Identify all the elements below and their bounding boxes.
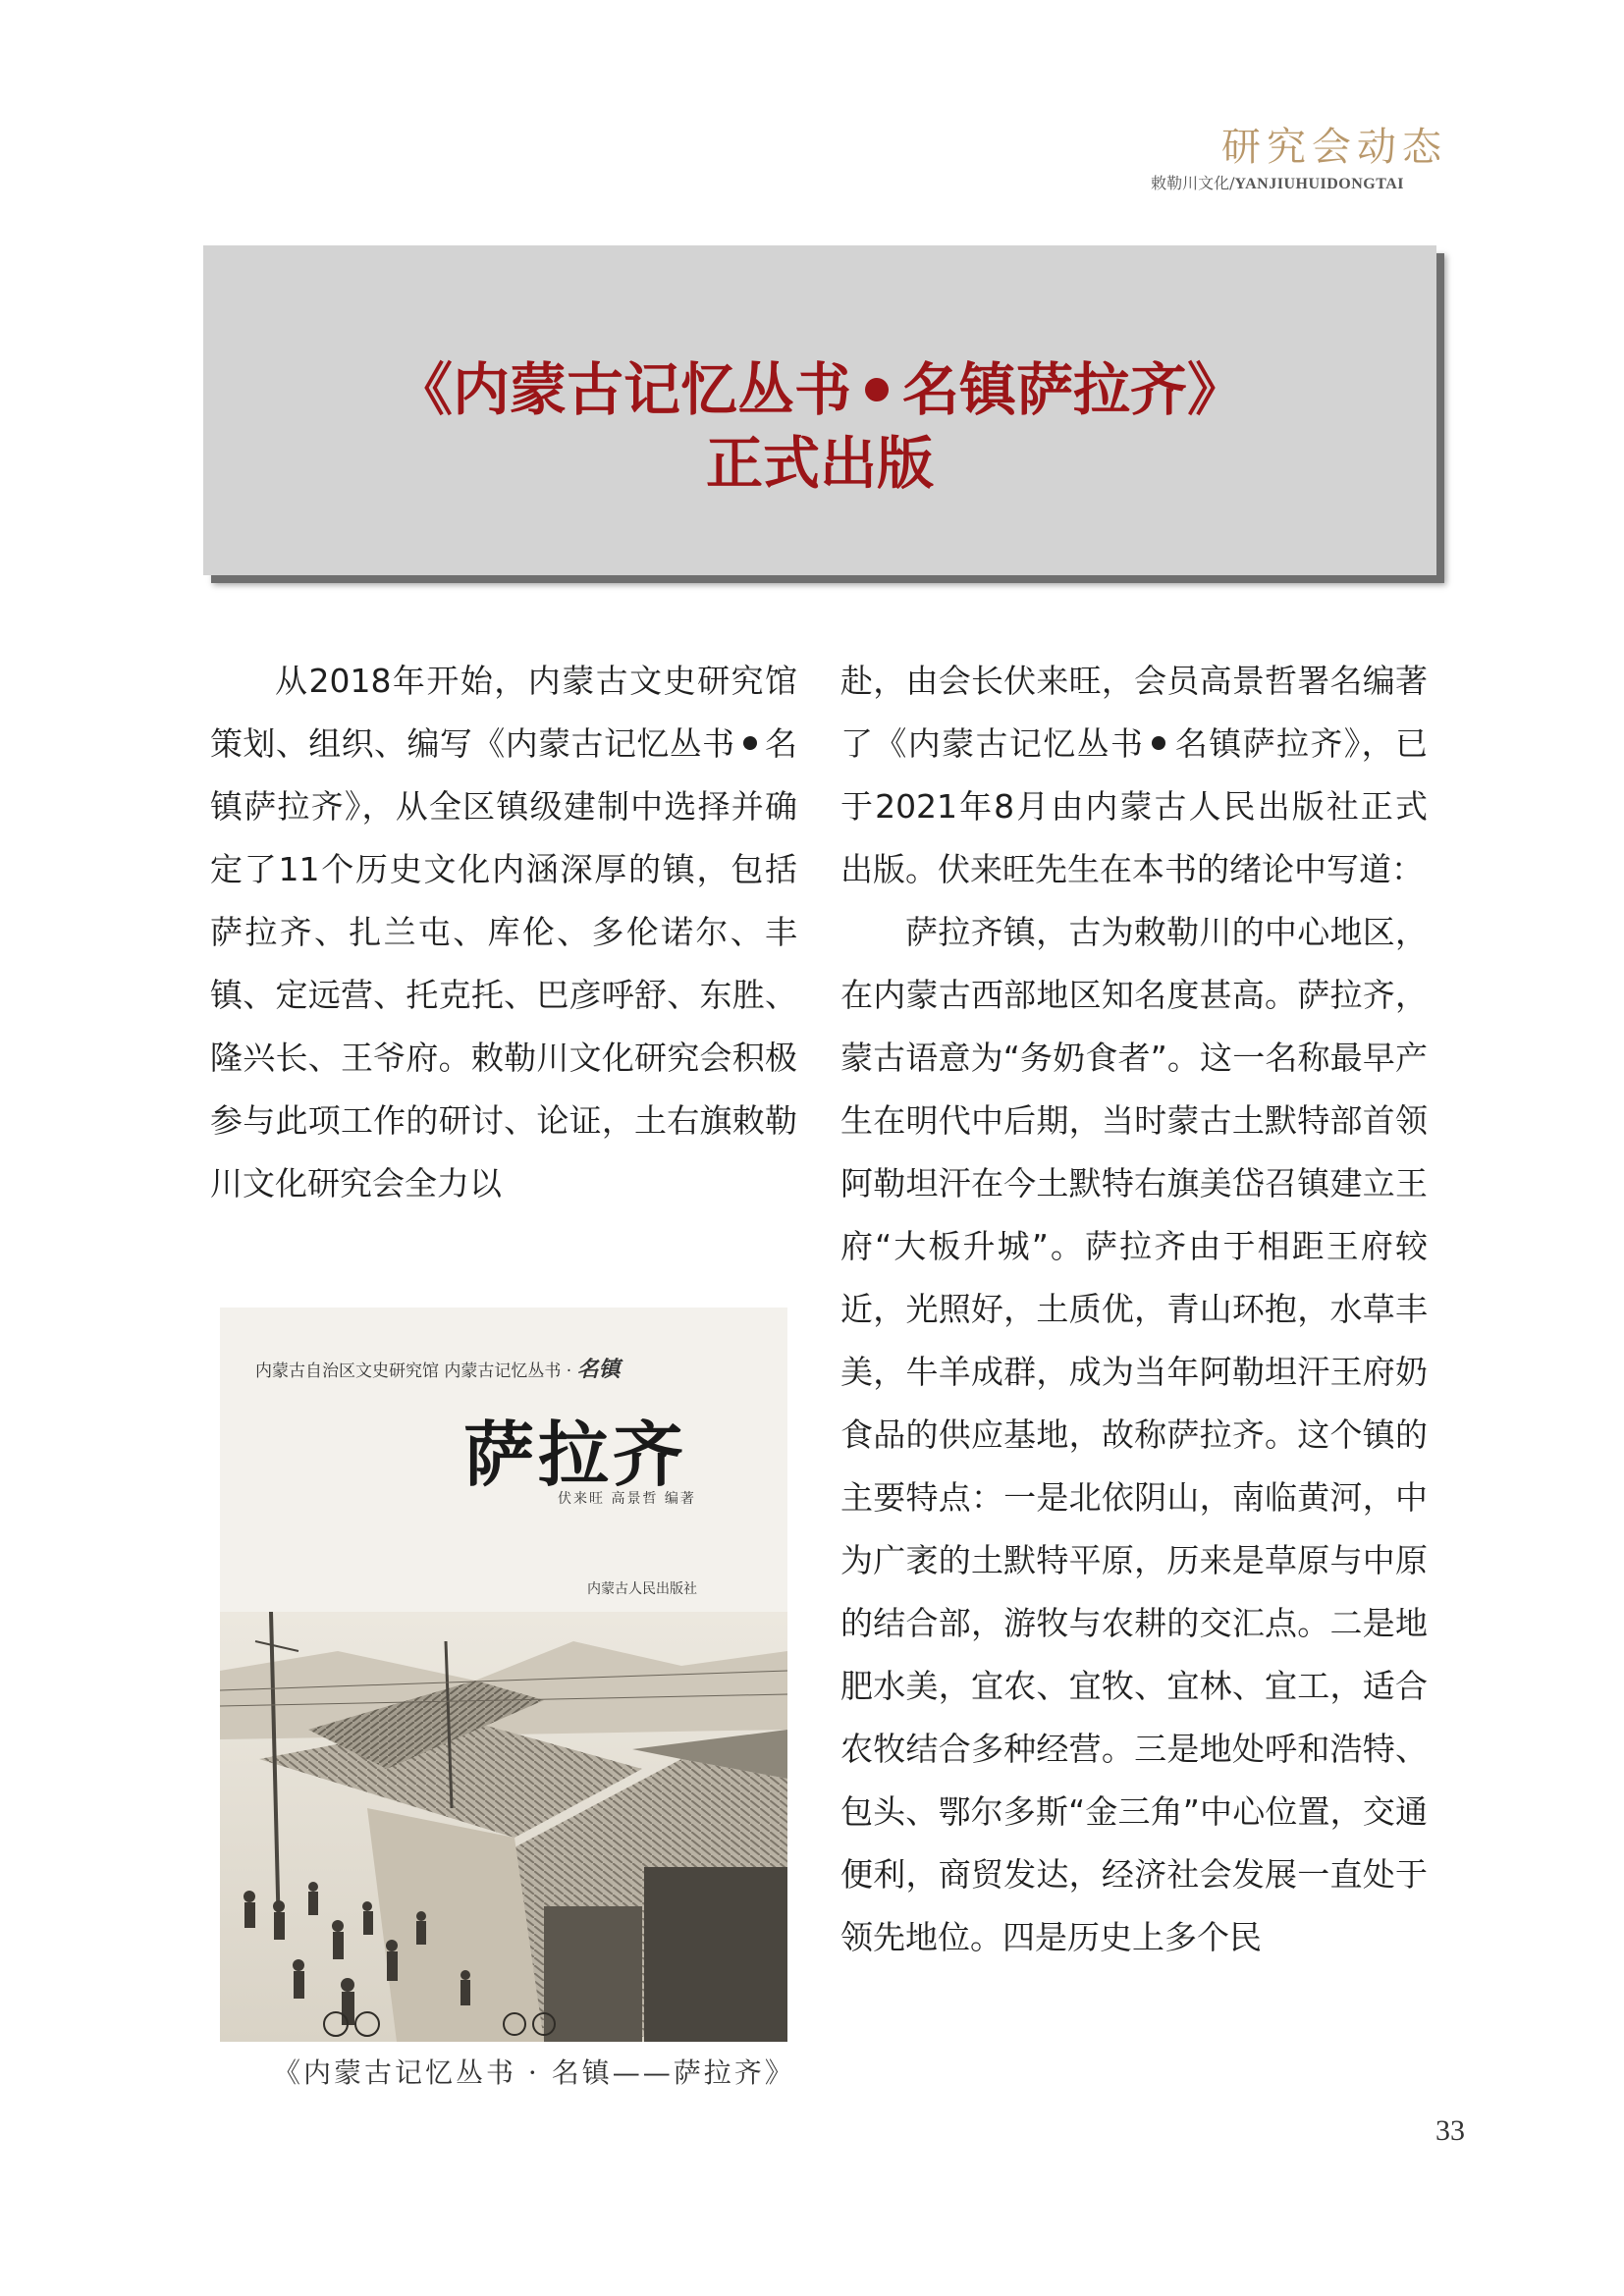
figure-caption: 《内蒙古记忆丛书 · 名镇——萨拉齐》 <box>273 2056 795 2089</box>
bullet-dot-icon <box>1152 736 1165 750</box>
section-subtitle <box>1151 171 1404 193</box>
section-subtitle-en: YANJIUHUIDONGTAI <box>1234 176 1404 192</box>
historic-street-photo <box>220 1612 787 2042</box>
article-title-line1 <box>203 355 1436 424</box>
cover-authors: 伏来旺 高景哲 编著 <box>558 1491 696 1507</box>
bullet-dot-icon <box>865 378 889 401</box>
left-p1-part1: 从2018年开始，内蒙古文史研究馆策划、组织、编写《内蒙古记忆丛书 <box>210 662 797 763</box>
cover-header-script: 名镇 <box>576 1357 621 1382</box>
left-column <box>210 650 797 1215</box>
page-number: 33 <box>1435 2114 1465 2147</box>
article-title-line2: 正式出版 <box>705 430 934 497</box>
article-title-part1: 《内蒙古记忆丛书 <box>395 356 851 423</box>
right-paragraph-2: 萨拉齐镇，古为敕勒川的中心地区，在内蒙古西部地区知名度甚高。萨拉齐，蒙古语意为“务奶食者”。这一名称最早产生在明代中后期，当时蒙古土默特部首领阿勒坦汗在今土默特右旗美岱召镇建立王府“大板升城”。萨拉齐由于相距王府较近，光照好，土质优，青山环抱，水草丰美，牛羊成群，成为当年阿勒坦汗王府奶食品的供应基地，故称萨拉齐。这个镇的主要特点：一是北依阴山，南临黄河，中为广袤的土默特平原，历来是草原与中原的结合部，游牧与农耕的交汇点。二是地肥水美，宜农、宜牧、宜林、宜工，适合农牧结合多种经营。三是地处呼和浩特、包头、鄂尔多斯“金三角”中心位置，交通便利，商贸发达，经济社会发展一直处于领先地位。四是历史上多个民 <box>840 913 1428 1956</box>
cover-publisher: 内蒙古人民出版社 <box>587 1581 697 1597</box>
right-paragraph-1 <box>840 650 1428 901</box>
section-subtitle-cn: 敕勒川文化 <box>1151 174 1230 192</box>
section-subtitle-separator: / <box>1229 174 1235 192</box>
cover-header-text: 内蒙古自治区文史研究馆 内蒙古记忆丛书 · <box>255 1362 577 1381</box>
right-column <box>840 650 1428 1969</box>
article-title-part2: 名镇萨拉齐》 <box>902 356 1245 423</box>
cover-title: 萨拉齐 <box>463 1413 688 1496</box>
book-cover-image <box>220 1308 787 2042</box>
bullet-dot-icon <box>743 736 757 750</box>
right-p1-part2: 名镇萨拉齐》，已于2021年8月由内蒙古人民出版社正式出版。伏来旺先生在本书的绪论中写道： <box>840 724 1429 888</box>
right-p1-part1: 赴，由会长伏来旺，会员高景哲署名编著了《内蒙古记忆丛书 <box>840 662 1428 763</box>
cover-header <box>255 1353 621 1383</box>
section-title: 研究会动态 <box>1221 125 1447 170</box>
article-title-box <box>203 245 1436 575</box>
left-paragraph-1 <box>210 650 797 1215</box>
left-p1-part2: 名镇萨拉齐》，从全区镇级建制中选择并确定了11个历史文化内涵深厚的镇，包括萨拉齐、扎兰屯、库伦、多伦诺尔、丰镇、定远营、托克托、巴彦呼舒、东胜、隆兴长、王爷府。敕勒川文化研究会积极参与此项工作的研讨、论证，土右旗敕勒川文化研究会全力以 <box>210 724 798 1202</box>
